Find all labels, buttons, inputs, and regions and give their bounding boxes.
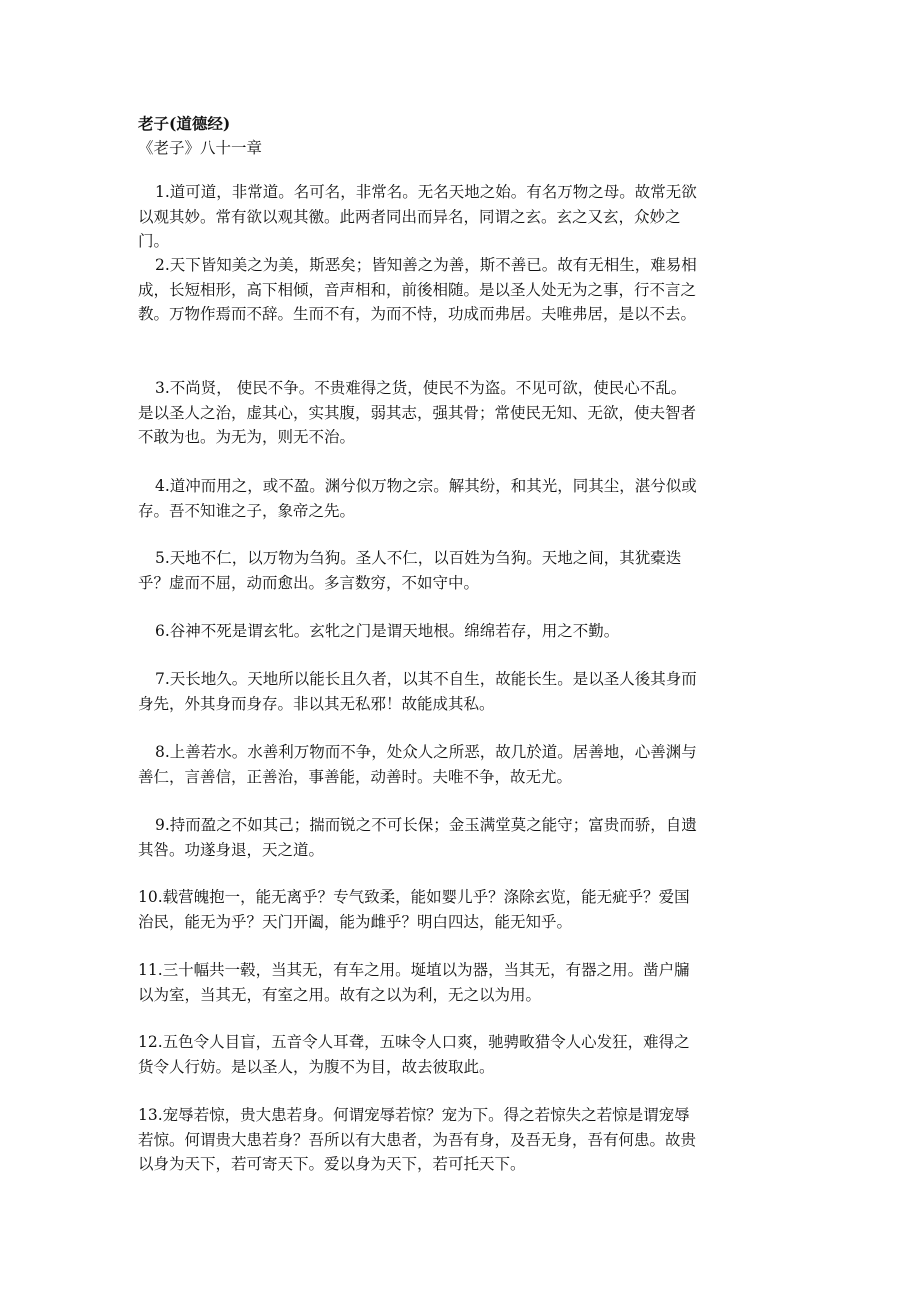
chapter-12 — [138, 1030, 728, 1079]
chapter-8 — [138, 740, 728, 789]
chapter-line: 不敢为也。为无为，则无不治。 — [138, 428, 356, 446]
chapter-2 — [138, 253, 728, 327]
chapter-line: 治民，能无为乎？天门开阖，能为雌乎？明白四达，能无知乎。 — [138, 912, 573, 931]
chapter-line: 13.宠辱若惊，贵大患若身。何谓宠辱若惊？宠为下。得之若惊失之若惊是谓宠辱 — [138, 1106, 690, 1124]
chapter-4 — [138, 474, 728, 523]
chapter-line: 以为室，当其无，有室之用。故有之以为利，无之以为用。 — [138, 985, 542, 1004]
chapter-line: 教。万物作焉而不辞。生而不有，为而不恃，功成而弗居。夫唯弗居，是以不去。 — [138, 305, 697, 323]
chapter-line: 6.谷神不死是谓玄牝。玄牝之门是谓天地根。绵绵若存，用之不勤。 — [155, 622, 620, 640]
chapter-line: 以身为天下，若可寄天下。爱以身为天下，若可托天下。 — [138, 1155, 526, 1173]
chapter-line: 若惊。何谓贵大患若身？吾所以有大患者，为吾有身，及吾无身，吾有何患。故贵 — [138, 1130, 697, 1149]
chapter-line: 成，长短相形，高下相倾，音声相和，前後相随。是以圣人处无为之事，行不言之 — [138, 280, 697, 299]
chapter-line: 货令人行妨。是以圣人，为腹不为目，故去彼取此。 — [138, 1057, 495, 1076]
chapter-line: 其咎。功遂身退，天之道。 — [138, 840, 325, 859]
chapter-line: 7.天长地久。天地所以能长且久者，以其不自生，故能长生。是以圣人後其身而 — [155, 670, 697, 688]
document-subtitle: 《老子》八十一章 — [138, 139, 263, 157]
chapter-line: 门。 — [138, 232, 170, 250]
chapter-7 — [138, 667, 728, 716]
chapter-10 — [138, 885, 728, 934]
chapter-line: 乎？虚而不屈，动而愈出。多言数穷，不如守中。 — [138, 573, 480, 592]
chapter-line: 9.持而盈之不如其己；揣而锐之不可长保；金玉满堂莫之能守；富贵而骄，自遗 — [155, 816, 697, 834]
chapter-5 — [138, 546, 728, 595]
chapter-line: 善仁，言善信，正善治，事善能，动善时。夫唯不争，故无尤。 — [138, 767, 573, 786]
chapter-line: 1.道可道，非常道。名可名，非常名。无名天地之始。有名万物之母。故常无欲 — [155, 183, 697, 201]
chapter-line: 5.天地不仁，以万物为刍狗。圣人不仁，以百姓为刍狗。天地之间，其犹橐迭 — [155, 549, 682, 567]
chapter-line: 以观其妙。常有欲以观其徼。此两者同出而异名，同谓之玄。玄之又玄，众妙之 — [138, 207, 681, 226]
chapter-line: 11.三十幅共一毂，当其无，有车之用。埏埴以为器，当其无，有器之用。凿户牖 — [138, 961, 690, 979]
chapter-line: 2.天下皆知美之为美，斯恶矣；皆知善之为善，斯不善已。故有无相生，难易相 — [155, 256, 697, 274]
document-title: 老子(道德经) — [138, 114, 231, 133]
chapter-line: 是以圣人之治，虚其心，实其腹，弱其志，强其骨；常使民无知、无欲，使夫智者 — [138, 403, 697, 422]
chapter-1 — [138, 180, 728, 254]
chapter-6 — [138, 619, 728, 644]
chapter-9 — [138, 813, 728, 862]
chapter-13 — [138, 1103, 728, 1177]
chapter-11 — [138, 958, 728, 1007]
chapter-line: 10.载营魄抱一，能无离乎？专气致柔，能如婴儿乎？涤除玄览，能无疵乎？爱国 — [138, 888, 690, 906]
chapter-line: 4.道冲而用之，或不盈。渊兮似万物之宗。解其纷，和其光，同其尘，湛兮似或 — [155, 477, 697, 495]
chapter-line: 存。吾不知谁之子，象帝之先。 — [138, 501, 356, 520]
chapter-line: 12.五色令人目盲，五音令人耳聋，五味令人口爽，驰骋畋猎令人心发狂，难得之 — [138, 1033, 690, 1051]
chapter-line: 身先，外其身而身存。非以其无私邪！故能成其私。 — [138, 694, 495, 713]
chapter-line: 3.不尚贤， 使民不争。不贵难得之货，使民不为盗。不见可欲，使民心不乱。 — [155, 379, 687, 397]
chapter-line: 8.上善若水。水善利万物而不争，处众人之所恶，故几於道。居善地，心善渊与 — [155, 743, 697, 761]
chapter-3 — [138, 376, 728, 450]
